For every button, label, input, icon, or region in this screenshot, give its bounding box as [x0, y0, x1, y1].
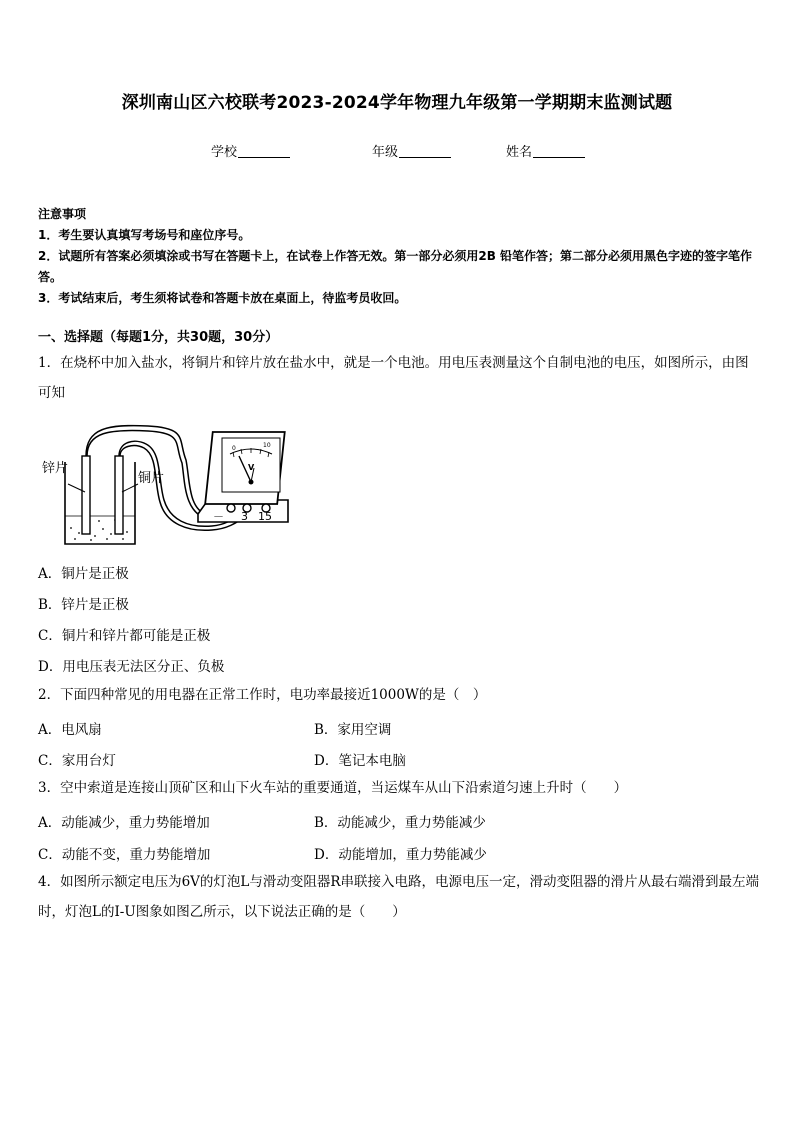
q1-option-b[interactable]: B．锌片是正极	[38, 597, 129, 613]
notes-heading: 注意事项	[38, 207, 87, 221]
voltmeter	[198, 432, 288, 523]
question-4-stem: 4．如图所示额定电压为6V的灯泡L与滑动变阻器R串联接入电路，电源电压一定，滑动变阻器的滑片从最右端滑到最左端时，灯泡L的I-U图象如图乙所示，以下说法正确的是（ ）	[38, 874, 760, 920]
battery-voltmeter-figure	[38, 420, 298, 550]
q2-option-c[interactable]: C．家用台灯	[38, 753, 116, 769]
name-blank[interactable]	[533, 143, 585, 158]
name-label: 姓名	[506, 145, 533, 160]
zinc-label: 锌片	[42, 461, 69, 476]
grade-blank[interactable]	[399, 143, 451, 158]
note-item: 3．考试结束后，考生须将试卷和答题卡放在桌面上，待监考员收回。	[38, 291, 407, 305]
copper-label: 铜片	[138, 471, 165, 486]
svg-text:0: 0	[232, 445, 236, 452]
q3-option-a[interactable]: A．动能减少，重力势能增加	[38, 815, 210, 831]
q2-option-d[interactable]: D．笔记本电脑	[314, 753, 406, 769]
beaker	[65, 462, 135, 544]
question-2-stem: 2．下面四种常见的用电器在正常工作时，电功率最接近1000W的是（ ）	[38, 687, 487, 703]
terminal-3: 3	[241, 510, 248, 523]
note-item: 2．试题所有答案必须填涂或书写在答题卡上，在试卷上作答无效。第一部分必须用2B 铅笔作答；第二部分必须用黑色字迹的签字笔作答。	[38, 249, 753, 284]
grade-field[interactable]	[372, 141, 451, 160]
exam-title: 深圳南山区六校联考2023-2024学年物理九年级第一学期期末监测试题	[121, 93, 673, 113]
question-1-stem: 1．在烧杯中加入盐水，将铜片和锌片放在盐水中，就是一个电池。用电压表测量这个自制电池的电压，如图所示，由图可知	[38, 355, 749, 401]
q1-option-a[interactable]: A．铜片是正极	[38, 566, 129, 582]
school-field[interactable]	[211, 141, 290, 160]
q2-option-b[interactable]: B．家用空调	[314, 722, 392, 738]
note-item: 1．考生要认真填写考场号和座位序号。	[38, 228, 251, 242]
notes-block	[38, 204, 762, 309]
grade-label: 年级	[372, 145, 399, 160]
school-blank[interactable]	[238, 143, 290, 158]
svg-text:V: V	[248, 463, 255, 472]
svg-text:10: 10	[263, 442, 271, 449]
student-info-row	[0, 141, 794, 161]
q2-option-a[interactable]: A．电风扇	[38, 722, 102, 738]
q3-option-d[interactable]: D．动能增加，重力势能减少	[314, 847, 487, 863]
name-field[interactable]	[506, 141, 585, 160]
q3-option-c[interactable]: C．动能不变，重力势能增加	[38, 847, 211, 863]
q1-option-d[interactable]: D．用电压表无法区分正、负极	[38, 659, 225, 675]
terminal-minus: －	[213, 510, 224, 523]
zinc-plate	[82, 456, 90, 534]
copper-plate	[115, 456, 123, 534]
q1-option-c[interactable]: C．铜片和锌片都可能是正极	[38, 628, 211, 644]
section-heading: 一、选择题（每题1分，共30题，30分）	[38, 330, 279, 345]
q3-option-b[interactable]: B．动能减少，重力势能减少	[314, 815, 486, 831]
question-3-stem: 3．空中索道是连接山顶矿区和山下火车站的重要通道，当运煤车从山下沿索道匀速上升时（ ）	[38, 780, 628, 796]
terminal-15: 15	[258, 510, 272, 523]
school-label: 学校	[211, 145, 238, 160]
